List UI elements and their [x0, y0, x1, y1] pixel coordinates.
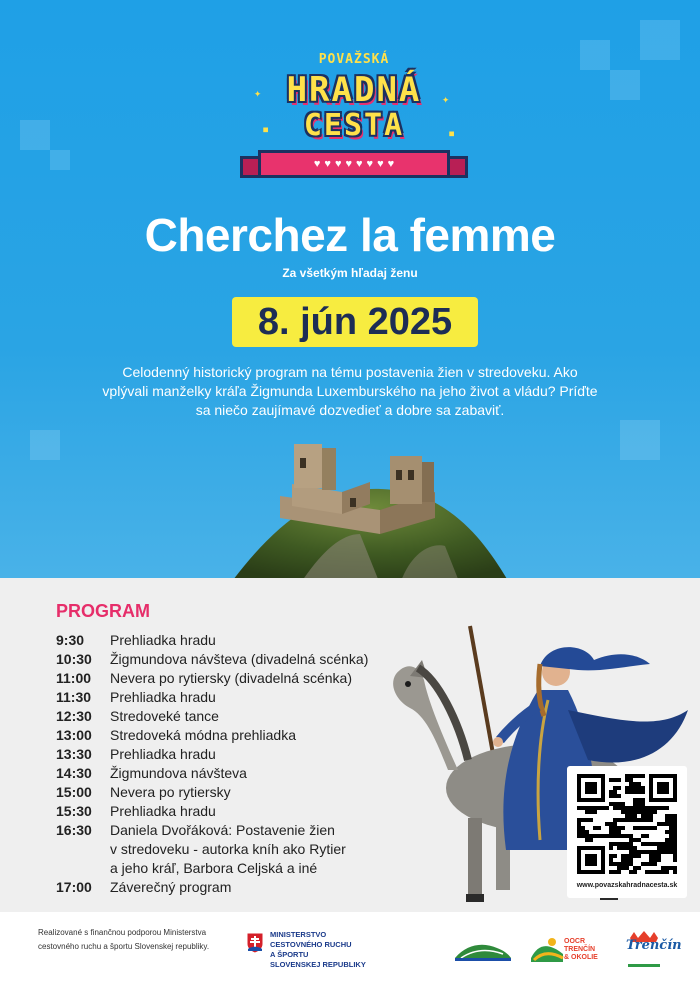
ministry-name: MINISTERSTVO CESTOVNÉHO RUCHU A ŠPORTU SLOVENSKEJ REPUBLIKY — [270, 930, 366, 969]
qr-code[interactable] — [577, 774, 677, 874]
schedule-time: 12:30 — [56, 708, 92, 724]
schedule-activity: Prehliadka hradu — [110, 746, 216, 762]
logo-top-word: POVAŽSKÁ — [318, 52, 390, 67]
trencin-label: Trenčín — [626, 938, 682, 953]
schedule-time: 15:00 — [56, 784, 92, 800]
qr-code-card[interactable] — [567, 766, 687, 898]
schedule-row — [56, 688, 416, 707]
schedule-time: 11:00 — [56, 670, 92, 686]
schedule-time: 15:30 — [56, 803, 92, 819]
event-subtitle: Za všetkým hľadaj ženu — [282, 266, 418, 280]
website-url[interactable]: www.povazskahradnacesta.sk — [576, 882, 678, 889]
schedule-row — [56, 669, 416, 688]
event-date: 8. jún 2025 — [257, 300, 453, 343]
schedule-row — [56, 650, 416, 669]
logo-hearts-banner: ♥ ♥ ♥ ♥ ♥ ♥ ♥ ♥ — [258, 150, 450, 178]
schedule-row — [56, 631, 416, 650]
schedule-activity: Žigmundova návšteva (divadelná scénka) — [110, 651, 369, 667]
schedule-activity: Prehliadka hradu — [110, 632, 216, 648]
logo-line-2: CESTA — [303, 108, 405, 143]
schedule-row — [56, 821, 416, 878]
castle-on-hill-illustration — [230, 434, 510, 578]
schedule-activity: Stredoveká módna prehliadka — [110, 727, 297, 743]
schedule-row — [56, 707, 416, 726]
event-intro: Celodenný historický program na tému postavenia žien v stredoveku. Ako vplývali manželky kráľa Žigmunda Luxemburského na jeho život a vládu? Príďte sa niečo zaujímavé dozvedieť a dobre sa zabaviť. — [102, 364, 598, 418]
schedule-row — [56, 783, 416, 802]
program-schedule — [56, 631, 416, 897]
schedule-time: 16:30 — [56, 822, 92, 838]
schedule-time: 9:30 — [56, 632, 85, 648]
schedule-activity: Prehliadka hradu — [110, 689, 216, 705]
schedule-time: 10:30 — [56, 651, 92, 667]
schedule-row — [56, 802, 416, 821]
schedule-activity: Prehliadka hradu — [110, 803, 216, 819]
oocr-trencin-logo — [530, 934, 602, 964]
povazska-hradna-cesta-logo: ✦ ▪ ✦ ▪ POVAŽSKÁ HRADNÁ CESTA ♥ ♥ ♥ ♥ ♥ ♥ ♥ ♥ — [236, 52, 472, 184]
schedule-activity: Nevera po rytiersky — [110, 784, 231, 800]
oocr-hills-icon — [530, 934, 564, 964]
slovak-crest-icon — [246, 932, 264, 954]
schedule-activity: Daniela Dvořáková: Postavenie žien v stredoveku - autorka kníh ako Rytier a jeho kráľ, Barbora Celjská a iné — [110, 822, 346, 876]
schedule-time: 11:30 — [56, 689, 92, 705]
event-title: Cherchez la femme — [144, 209, 556, 261]
schedule-row — [56, 878, 416, 897]
partner-logo-hill — [453, 940, 513, 962]
event-date-badge — [232, 297, 478, 347]
logo-line-1: HRADNÁ — [286, 70, 422, 110]
schedule-row — [56, 764, 416, 783]
schedule-activity: Žigmundova návšteva — [110, 765, 247, 781]
schedule-activity: Stredoveké tance — [110, 708, 219, 724]
schedule-row — [56, 726, 416, 745]
schedule-activity: Nevera po rytiersky (divadelná scénka) — [110, 670, 352, 686]
schedule-time: 14:30 — [56, 765, 92, 781]
schedule-row — [56, 745, 416, 764]
schedule-activity: Záverečný program — [110, 879, 232, 895]
schedule-time: 13:30 — [56, 746, 92, 762]
ministry-logo — [246, 930, 376, 974]
funding-note: Realizované s finančnou podporou Ministerstva cestovného ruchu a športu Slovenskej republiky. — [38, 928, 210, 951]
trencin-city-logo — [624, 930, 682, 970]
program-heading: PROGRAM — [56, 601, 150, 621]
oocr-label: OOCR TRENČÍN & OKOLIE — [564, 938, 598, 961]
schedule-time: 17:00 — [56, 879, 92, 895]
schedule-time: 13:00 — [56, 727, 92, 743]
